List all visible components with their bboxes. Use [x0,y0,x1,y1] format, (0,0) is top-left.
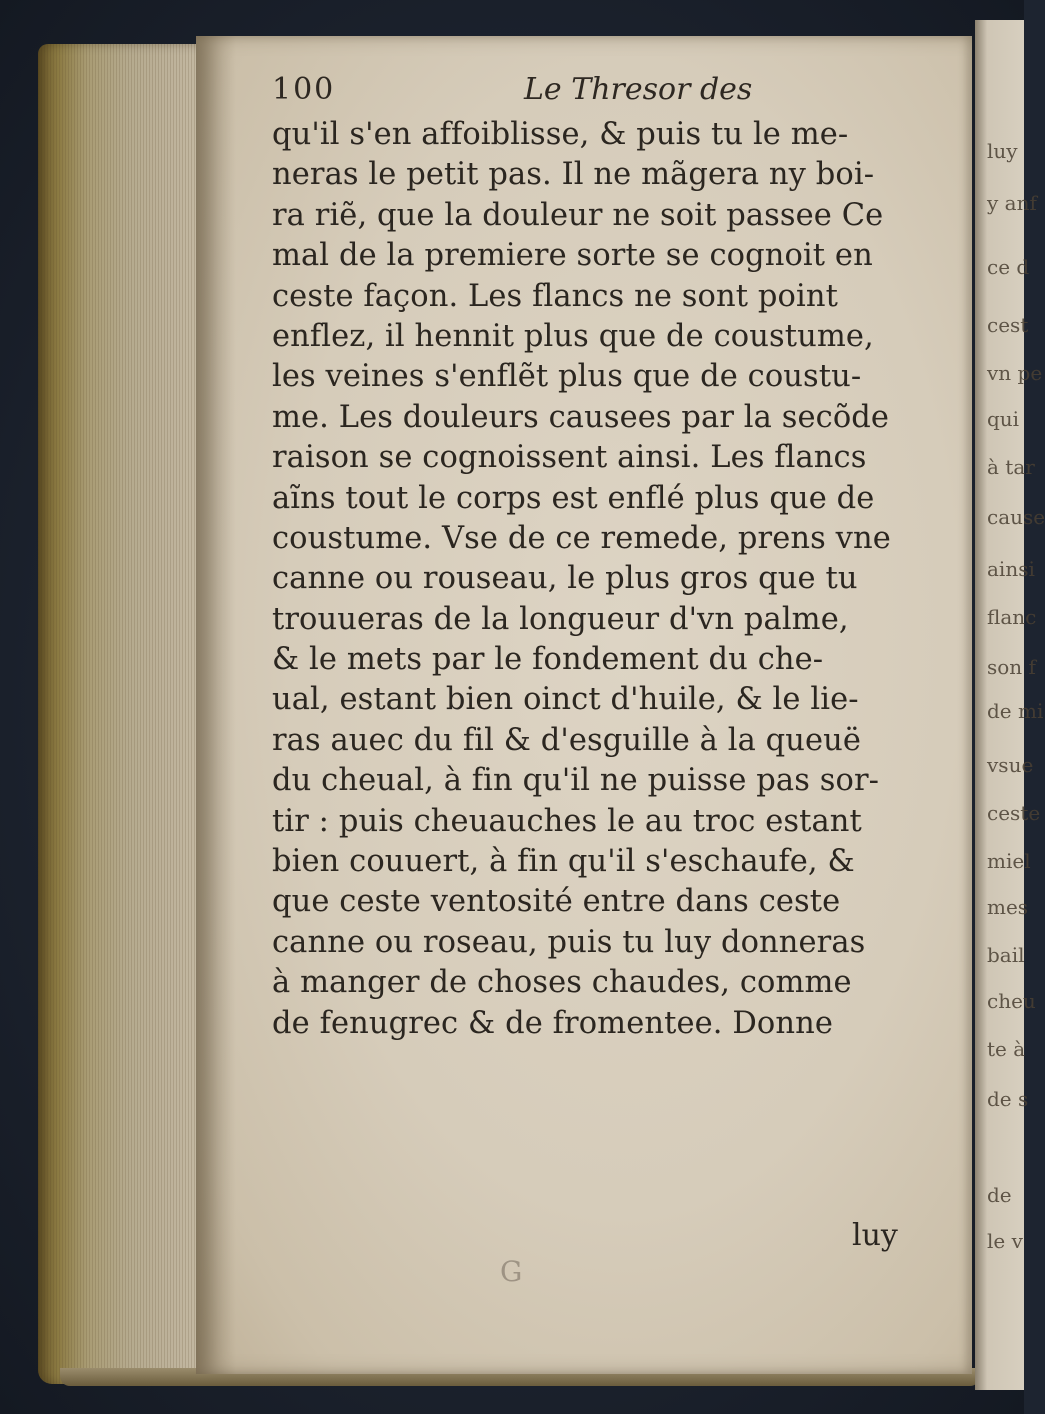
facing-fragment: ce d [987,255,1030,279]
text-line: tir : puis cheuauches le au troc estant [272,803,862,839]
text-line: ceste façon. Les flancs ne sont point [272,278,838,314]
running-head [272,70,912,110]
facing-fragment: de mi [987,699,1044,723]
facing-fragment: de s [987,1087,1029,1111]
facing-page [975,20,1045,1390]
facing-fragment: cest [987,313,1029,337]
page-number: 100 [272,72,336,107]
facing-fragment: ceste [987,801,1041,825]
text-line: raison se cognoissent ainsi. Les flancs [272,440,867,476]
text-line: coustume. Vse de ce remede, prens vne [272,520,891,556]
facing-fragment: miel [987,849,1031,873]
text-line: canne ou rouseau, le plus gros que tu [272,561,858,597]
page-edges [38,44,203,1384]
gutter-shadow [196,36,236,1374]
facing-fragment: flanc [987,605,1037,629]
text-line: trouueras de la longueur d'vn palme, [272,601,849,637]
facing-fragment: vsue [987,753,1034,777]
signature-mark: G [500,1255,523,1288]
text-line: & le mets par le fondement du che- [272,642,824,678]
facing-fragment: mes [987,895,1029,919]
facing-fragment: luy [987,139,1018,163]
text-line: que ceste ventosité entre dans ceste [272,884,841,920]
facing-fragment: cause [987,505,1045,529]
text-line: qu'il s'en affoiblisse, & puis tu le me- [272,117,849,152]
text-line: à manger de choses chaudes, comme [272,965,852,1001]
text-line: ra riẽ, que la douleur ne soit passee Ce [272,197,884,233]
text-line: enflez, il hennit plus que de coustume, [272,318,874,354]
text-line: neras le petit pas. Il ne mãgera ny boi- [272,157,875,193]
catchword: luy [852,1218,898,1253]
text-line: aĩns tout le corps est enflé plus que de [272,480,875,516]
facing-fragment: son f [987,655,1036,679]
facing-fragment: vn pe [987,361,1043,385]
facing-fragment: à tar [987,455,1035,479]
text-line: les veines s'enflẽt plus que de coustu- [272,359,862,395]
facing-fragment: le v [987,1229,1023,1253]
text-line: bien couuert, à fin qu'il s'eschaufe, & [272,844,855,880]
text-line: ual, estant bien oinct d'huile, & le lie- [272,682,859,718]
text-line: ras auec du fil & d'esguille à la queuë [272,722,862,758]
running-title: Le Thresor des [524,72,753,107]
text-line: mal de la premiere sorte se cognoit en [272,238,873,274]
facing-fragment: cheu [987,989,1036,1013]
text-line: du cheual, à fin qu'il ne puisse pas sor- [272,763,880,799]
text-line: canne ou roseau, puis tu luy donneras [272,924,866,960]
facing-fragment: bail [987,943,1025,967]
facing-fragment: y anf [987,191,1037,215]
facing-fragment: te à [987,1037,1026,1061]
facing-fragment: de [987,1183,1012,1207]
facing-fragment: qui [987,407,1020,431]
text-line: me. Les douleurs causees par la secõde [272,399,890,435]
body-text [272,115,936,1044]
text-line: de fenugrec & de fromentee. Donne [272,1005,833,1041]
facing-fragment: ainsi [987,557,1035,581]
